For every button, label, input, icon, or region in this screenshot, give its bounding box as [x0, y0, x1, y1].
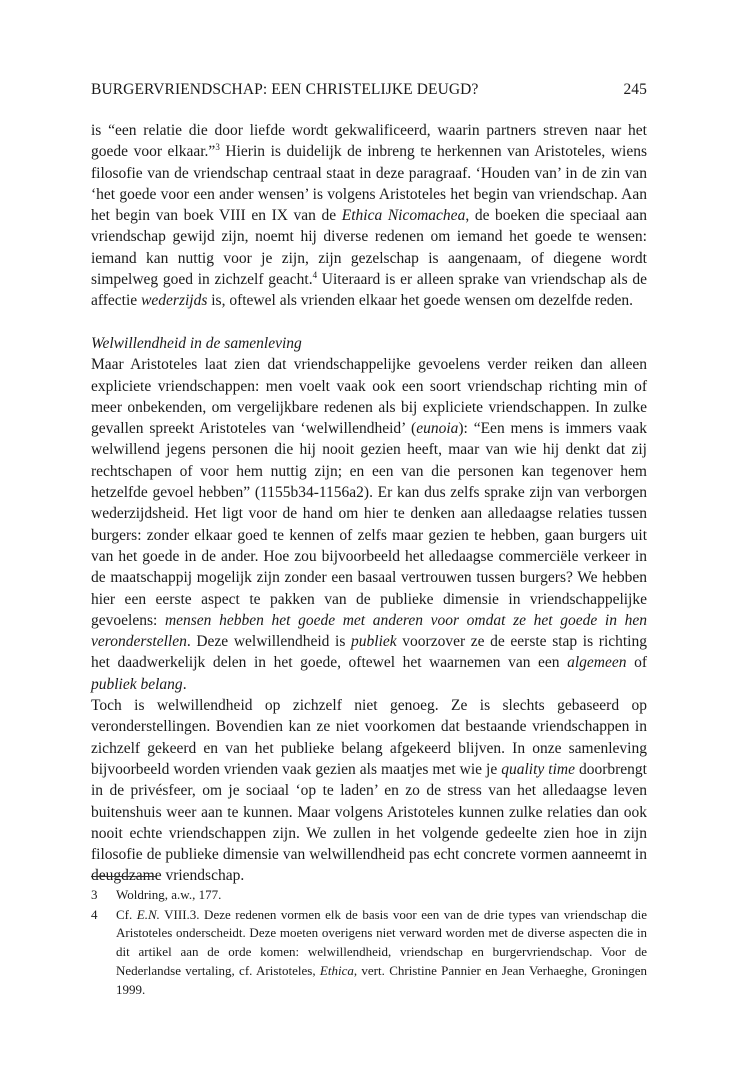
footnote-number: 4: [91, 906, 98, 922]
footnote-number: 3: [91, 887, 98, 902]
emphasis-thesis: mensen hebben het goede met anderen voor omdat ze het goede in hen veronderstellen: [91, 611, 647, 651]
paragraph-1: [91, 120, 647, 312]
text-run: VIII.3. Deze redenen vormen elk de basis voor een van de drie types van vriendschap die Aristoteles onderscheidt. Deze moeten overigens niet verward worden met de diverse aspecten die in dit artikel aan de orde komen: welwillendheid, vriendschap en burgervriendschap. Voor de Nederlandse vertaling, cf. Aristoteles,: [116, 906, 647, 978]
text-run: voorzover ze de eerste stap is richting het daadwerkelijk delen in het goede, oftewel het waarnemen van een: [91, 633, 647, 672]
paragraph-3: [91, 695, 647, 887]
text-run: Toch is welwillendheid op zichzelf niet genoeg. Ze is slechts gebaseerd op veronderstellingen. Bovendien kan ze niet voorkomen dat bestaande vriendschappen in zichzelf gekeerd en van het publieke belang afgekeerd blijven. In onze samenleving bijvoorbeeld worden vrienden vaak gezien als maatjes met wie je: [91, 697, 647, 778]
text-run: , vert. Christine Pannier en Jean Verhaeghe, Groningen 1999.: [116, 962, 647, 997]
book-title-ethica-nicomachea: Ethica Nicomachea: [341, 207, 466, 225]
text-run: Hierin is duidelijk de inbreng te herkennen van Aristoteles, wiens filosofie van de vriendschap centraal staat in deze paragraaf. ‘Houden van’ in de zin van ‘het goede voor een ander wensen’ is volgens Aristoteles het begin van vriendschap. Aan het begin van boek VIII en IX van de: [91, 143, 647, 225]
text-run: doorbrengt in de privésfeer, om je sociaal ‘op te laden’ en zo de stress van het alledaagse leven buitenshuis weer aan te kunnen. Maar volgens Aristoteles kunnen zulke relaties dan ook nooit echte vriendschappen zijn. We zullen in het volgende gedeelte zien hoe in zijn filosofie de publieke dimensie van welwillendheid pas echt concrete vormen aanneemt in deugdzame vriendschap.: [91, 760, 647, 885]
footnote-ref-3[interactable]: 3: [215, 142, 220, 153]
running-title: BURGERVRIENDSCHAP: EEN CHRISTELIJKE DEUGD?: [91, 81, 479, 98]
text-run: Cf.: [116, 906, 137, 922]
text-run: of: [626, 654, 647, 672]
abbrev-en: E.N.: [136, 906, 160, 922]
body-text: [91, 120, 647, 887]
emphasis-publiek: publiek: [351, 633, 397, 651]
text-run: , de boeken die speciaal aan vriendschap gewijd zijn, noemt hij diverse redenen om iemand het goede te wensen: iemand kan nuttig voor je zijn, zijn gezelschap is aangenaam, of diegene wordt simpelweg goed in zichzelf geacht.: [91, 207, 647, 289]
text-run: ): “Een mens is immers vaak welwillend jegens personen die hij nooit gezien heeft, maar van wie hij denkt dat zij rechtschapen of voor hem nuttig zijn; en een van die personen kan tegenover hem hetzelfde gevoel hebben” (1155b34-1156a2). Er kan dus zelfs sprake zijn van verborgen wederzijdsheid. Het ligt voor de hand om hier te denken aan alledaagse relaties tussen burgers: zonder elkaar goed te kennen of zelfs maar gezien te hebben, gaan burgers uit van het goede in de ander. Hoe zou bijvoorbeeld het alledaagse commerciële verkeer in de maatschappij mogelijk zijn zonder een basaal vertrouwen tussen burgers? We hebben hier een eerste aspect te pakken van de publieke dimensie in vriendschappelijke gevoelens:: [91, 420, 647, 629]
section-heading: Welwillendheid in de samenleving: [91, 334, 302, 352]
paragraph-2: [91, 354, 647, 695]
footnote-text: Woldring, a.w., 177.: [116, 887, 222, 902]
emphasis-algemeen: algemeen: [567, 654, 627, 672]
text-run: is “een relatie die door liefde wordt gekwalificeerd, waarin partners streven naar het goede voor elkaar.”: [91, 122, 647, 161]
text-run: Maar Aristoteles laat zien dat vriendschappelijke gevoelens verder reiken dan alleen expliciete vriendschappen: men voelt vaak ook een soort vriendschap richting min of meer onbekenden, om vergelijkbare redenen als bij expliciete vriendschappen. In zulke gevallen spreekt Aristoteles van ‘welwillendheid’ (: [91, 356, 647, 438]
text-run: Uiteraard is er alleen sprake van vriendschap als de affectie: [91, 271, 647, 310]
footnote-divider: [91, 876, 157, 877]
footnote-ref-4[interactable]: 4: [312, 270, 318, 281]
text-run: is, oftewel als vrienden elkaar het goede wensen om dezelfde reden.: [207, 292, 634, 310]
page-number: 245: [623, 81, 647, 98]
footnotes: [91, 886, 647, 999]
term-eunoia: eunoia: [416, 420, 459, 438]
emphasis-quality-time: quality time: [501, 760, 575, 778]
emphasis-publiek-belang: publiek belang: [91, 675, 183, 693]
footnote-3: [91, 886, 647, 905]
text-run: . Deze welwillendheid is: [186, 633, 352, 651]
book-title-ethica: Ethica: [319, 962, 354, 978]
emphasis-wederzijds: wederzijds: [141, 292, 208, 310]
footnote-4: [91, 906, 647, 1000]
text-run: .: [182, 675, 187, 693]
